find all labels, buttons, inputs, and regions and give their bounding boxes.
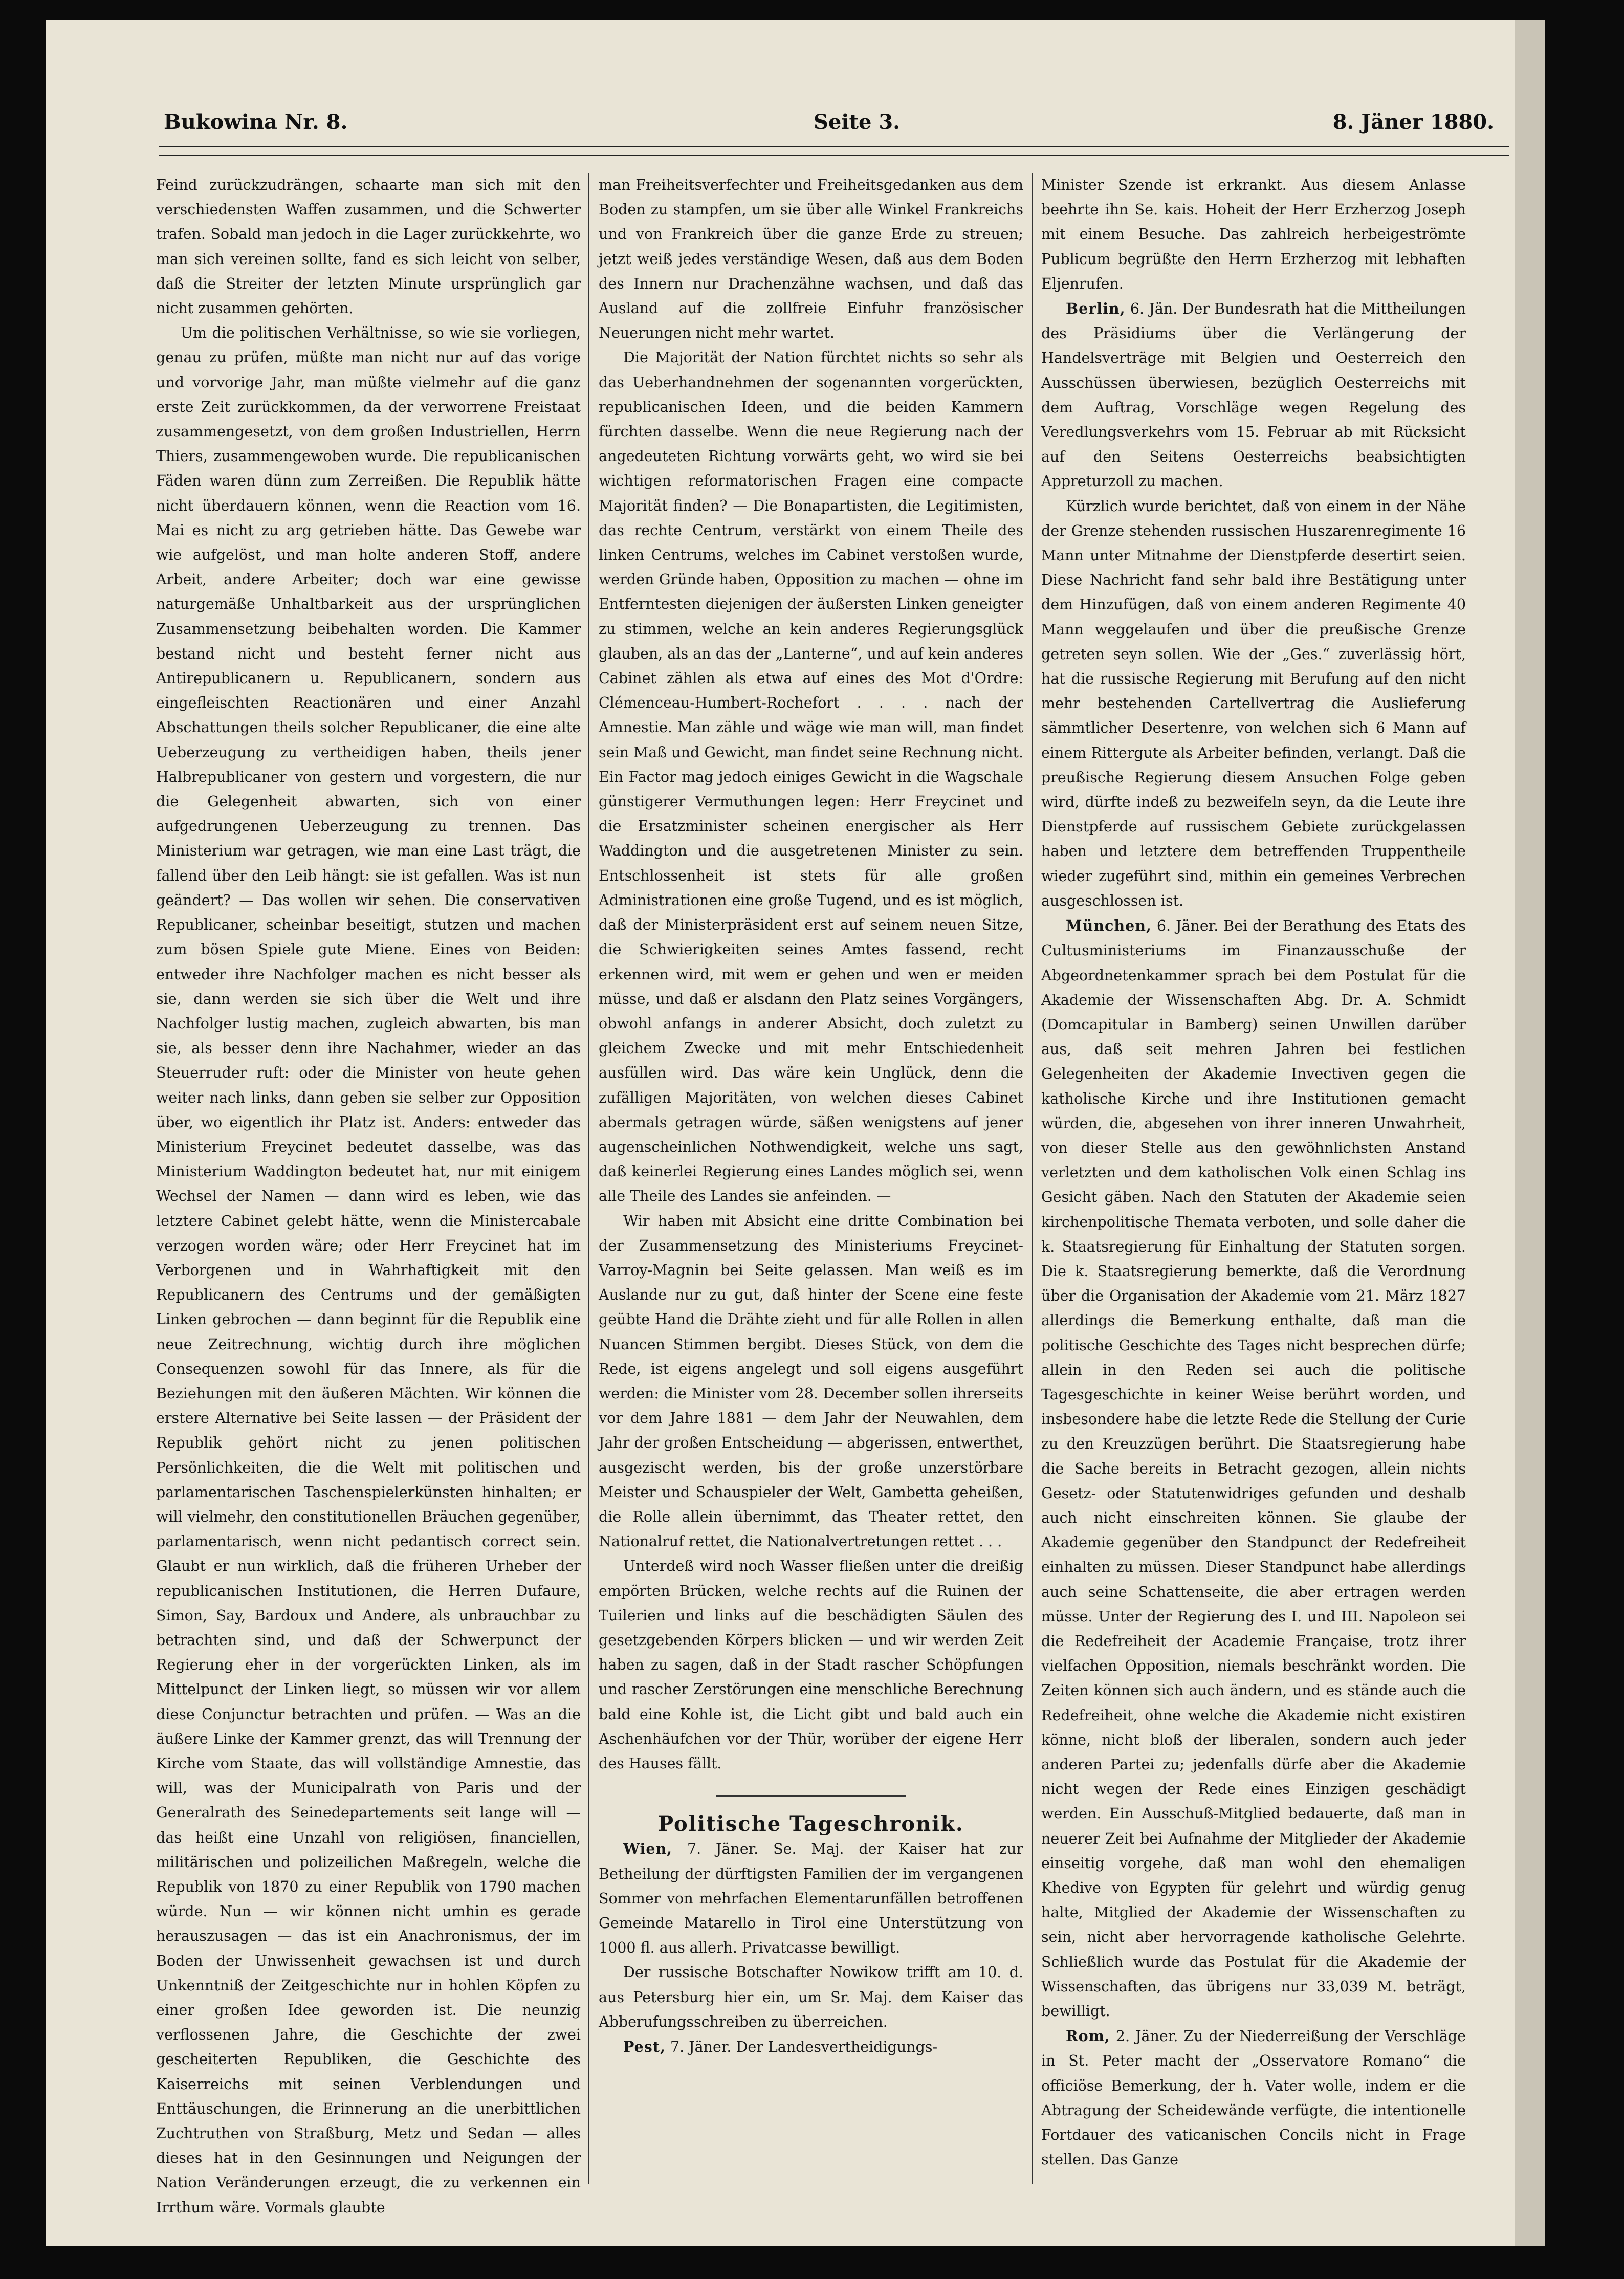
- header-issue: Bukowina Nr. 8.: [164, 110, 348, 134]
- news-item-pest: [599, 2034, 1023, 2059]
- header-rule-bottom: [159, 155, 1509, 156]
- column-3: [1041, 173, 1466, 2194]
- column-divider-2: [1032, 173, 1033, 2184]
- section-divider: [599, 1786, 1023, 1807]
- news-text: 7. Jäner. Se. Maj. der Kaiser hat zur Betheilung der dürftigsten Familien der im vergangenen Sommer von mehrfachen Elementarunfällen betroffenen Gemeinde Matarello in Tirol eine Unterstützung von 1000 fl. aus allerh. Privatcasse bewilligt.: [599, 1840, 1024, 1957]
- news-item-nowikow: [599, 1960, 1023, 2034]
- news-item-deserters: [1041, 494, 1466, 913]
- news-text: 6. Jäner. Bei der Berathung des Etats des Cultusministeriums im Finanzausschuße der Abgeordnetenkammer sprach bei dem Postulat für die Akademie der Wissenschaften Abg. Dr. A. Schmidt (Domcapitular in Bamberg) seinen Unwillen darüber aus, daß seit mehren Jahren bei festlichen Gelegenheiten der Akademie Invectiven gegen die katholische Kirche und ihre Institutionen gemacht würden, die, abgesehen von ihrer inneren Unwahrheit, von dieser Stelle aus den gewöhnlichsten Anstand verletzten und dem katholischen Volk einen Schlag ins Gesicht gäben. Nach den Statuten der Akademie seien kirchenpolitische Themata verboten, und solle daher die k. Staatsregierung für Einhaltung der Statuten sorgen. Die k. Staatsregierung bemerkte, daß die Verordnung über die Organisation der Akademie vom 21. März 1827 allerdings die Bemerkung enthalte, daß man die politische Geschichte des Tages nicht besprechen dürfe; allein in den Reden sei auch die politische Tagesgeschichte in keiner Weise berührt worden, und insbesondere habe die letzte Rede die Stellung der Curie zu den Kreuzzügen berührt. Die Staatsregierung habe die Sache bereits in Betracht gezogen, allein nichts Gesetz- oder Statutenwidriges gefunden und deshalb auch nicht einschreiten können. Sie glaube der Akademie gegenüber den Standpunct der Redefreiheit einhalten zu müssen. Dieser Standpunct habe allerdings auch seine Schattenseite, die aber ertragen werden müsse. Unter der Regierung des I. und III. Napoleon sei die Redefreiheit der Academie Française, trotz ihrer vielfachen Opposition, niemals beschränkt worden. Die Zeiten können sich auch ändern, und es stände auch die Redefreiheit, ohne welche die Akademie nicht existiren könne, nicht bloß der liberalen, sondern auch jeder anderen Partei zu; jedenfalls dürfe aber die Akademie nicht wegen der Rede eines Einzigen geschädigt werden. Ein Ausschuß-Mitglied bedauerte, daß man in neuerer Zeit bei Aufnahme der Mitglieder der Akademie einseitig vorgehe, daß man wohl den ehemaligen Khedive von Egypten für gelehrt und würdig genug halte, Mitglied der Akademie der Wissenschaften zu sein, nicht aber hervorragende katholische Gelehrte. Schließlich wurde das Postulat für die Akademie der Wissenschaften, das übrigens nur 33,039 M. beträgt, bewilligt.: [1041, 917, 1466, 2020]
- column-1: [156, 173, 581, 2216]
- col1-paragraph-1: Feind zurückzudrängen, schaarte man sich mit den verschiedensten Waffen zusammen, und die Schwerter trafen. Sobald man jedoch in die Lager zurückkehrte, wo man sich vereinen sollte, fand es sich leicht von selber, daß die Streiter der letzten Minute ursprünglich gar nicht zusammen gehörten.: [156, 177, 581, 317]
- news-text: Kürzlich wurde berichtet, daß von einem in der Nähe der Grenze stehenden russischen Huszarenregimente 16 Mann unter Mitnahme der Dienstpferde desertirt seien. Diese Nachricht fand sehr bald ihre Bestätigung unter dem Hinzufügen, daß von einem anderen Regimente 40 Mann weggelaufen und über die preußische Grenze getreten seyn sollen. Wie der „Ges.“ zuverlässig hört, hat die russische Regierung mit Berufung auf den nicht mehr bestehenden Cartellvertrag die Auslieferung sämmtlicher Desertenre, von welchen sich 6 Mann auf einem Rittergute als Arbeiter befinden, verlangt. Daß die preußische Regierung diesem Ansuchen Folge geben wird, dürfte indeß zu bezweifeln seyn, da die Leute ihre Dienstpferde auf russischem Gebiete zurückgelassen haben und letztere dem betreffenden Truppentheile wieder zugeführt sind, mithin ein gemeines Verbrechen ausgeschlossen ist.: [1041, 497, 1466, 909]
- col1-paragraph-2: Um die politischen Verhältnisse, so wie sie vorliegen, genau zu prüfen, müßte man nicht nur auf das vorige und vorvorige Jahr, man müßte vielmehr auf die ganz erste Zeit zurückkommen, da der verworrene Freistaat zusammengesetzt, von dem großen Industriellen, Herrn Thiers, zusammengewoben wurde. Die republicanischen Fäden waren dünn zum Zerreißen. Die Republik hätte nicht überdauern können, wenn die Reaction vom 16. Mai es nicht zu arg getrieben hätte. Das Gewebe war wie aufgelöst, und man holte anderen Stoff, andere Arbeit, andere Arbeiter; doch war eine gewisse naturgemäße Unhaltbarkeit aus der ursprünglichen Zusammensetzung beibehalten worden. Die Kammer bestand nicht und besteht ferner nicht aus Antirepublicanern u. Republicanern, sondern aus eingefleischten Reactionären und einer Anzahl Abschattungen theils solcher Republicaner, die eine alte Ueberzeugung zu vertheidigen haben, theils jener Halbrepublicaner von gestern und vorgestern, die nur die Gelegenheit abwarten, sich von einer aufgedrungenen Ueberzeugung zu trennen. Das Ministerium war getragen, wie man eine Last trägt, die fallend über den Leib hängt: sie ist gefallen. Was ist nun geändert? — Das wollen wir sehen. Die conservativen Republicaner, scheinbar beseitigt, stutzen und machen zum bösen Spiele gute Miene. Eines von Beiden: entweder ihre Nachfolger machen es nicht besser als sie, dann werden sie sich über die Welt und ihre Nachfolger lustig machen, zugleich abwarten, bis man sie, als besser denn ihre Nachahmer, wieder an das Steuerruder ruft: oder die Minister von heute gehen weiter nach links, dann geben sie selber zur Opposition über, wo eigentlich ihr Platz ist. Anders: entweder das Ministerium Freycinet bedeutet dasselbe, was das Ministerium Waddington bedeutet hat, nur mit einigem Wechsel der Namen — dann wird es leben, wie das letztere Cabinet gelebt hätte, wenn die Ministercabale verzogen worden wäre; oder Herr Freycinet hat im Verborgenen und in Wahrhaftigkeit mit den Republicanern des Centrums und der gemäßigten Linken gebrochen — dann beginnt für die Republik eine neue Zeitrechnung, wichtig durch ihre möglichen Consequenzen sowohl für das Innere, als für die Beziehungen mit den äußeren Mächten. Wir können die erstere Alternative bei Seite lassen — der Präsident der Republik gehört nicht zu jenen politischen Persönlichkeiten, die die Welt mit politischen und parlamentarischen Taschenspielerkünsten hinhalten; er will vielmehr, den constitutionellen Bräuchen gegenüber, parlamentarisch, wenn nicht pedantisch correct sein. Glaubt er nun wirklich, daß die früheren Urheber der republicanischen Institutionen, die Herren Dufaure, Simon, Say, Bardoux und Andere, als unbrauchbar zu betrachten sind, und daß der Schwerpunct der Regierung eher in der vorgerückten Linken, als im Mittelpunct der Linken liegt, so müssen wir vor allem diese Conjunctur betrachten und prüfen. — Was an die äußere Linke der Kammer grenzt, das will Trennung der Kirche vom Staate, das will vollständige Amnestie, das will, was der Municipalrath von Paris und der Generalrath des Seinedepartements seit lange will — das heißt eine Unzahl von religiösen, financiellen, militärischen und polizeilichen Maßregeln, welche die Republik von 1870 zu einer Republik von 1790 machen würde. Nun — wir können nicht umhin es gerade herauszusagen — das ist ein Anachronismus, der im Boden der Unwissenheit gewachsen ist und durch Unkenntniß der Zeitgeschichte nur in hohlen Köpfen zu einer großen Idee geworden ist. Die neunzig verflossenen Jahre, die Geschichte der zwei gescheiterten Republiken, die Geschichte des Kaiserreichs mit seinen Verblendungen und Enttäuschungen, die Erinnerung an die unerbittlichen Zuchtruthen von Straßburg, Metz und Sedan — alles dieses hat in den Gesinnungen und Neigungen der Nation Veränderungen erzeugt, die zu verkennen ein Irrthum wäre. Vormals glaubte: [156, 324, 581, 2216]
- news-text: Der russische Botschafter Nowikow trifft am 10. d. aus Petersburg hier ein, um Sr. Maj. dem Kaiser das Abberufungsschreiben zu überreichen.: [599, 1964, 1023, 2030]
- news-place: Wien,: [623, 1840, 673, 1858]
- header-date: 8. Jäner 1880.: [1332, 110, 1494, 134]
- col2-paragraph-1: man Freiheitsverfechter und Freiheitsgedanken aus dem Boden zu stampfen, um sie über alle Winkel Frankreichs und von Frankreich über die ganze Erde zu streuen; jetzt weiß jedes verständige Wesen, daß aus dem Boden des Innern nur Drachenzähne wachsen, und daß das Ausland auf die zollfreie Einfuhr französischer Neuerungen nicht mehr wartet.: [599, 177, 1023, 342]
- header-rule-top: [159, 146, 1509, 147]
- news-text: 7. Jäner. Der Landesvertheidigungs-: [670, 2039, 938, 2056]
- news-text: 6. Jän. Der Bundesrath hat die Mittheilungen des Präsidiums über die Verlängerung der Handelsverträge mit Belgien und Oesterreich den Ausschüssen überwiesen, bezüglich Oesterreichs mit dem Auftrag, Vorschläge wegen Regelung des Veredlungsverkehrs vom 15. Februar ab mit Rücksicht auf den Seitens Oesterreichs beabsichtigten Appreturzoll zu machen.: [1041, 300, 1466, 490]
- col2-paragraph-4: Unterdeß wird noch Wasser fließen unter die dreißig empörten Brücken, welche rechts auf die Ruinen der Tuilerien und links auf die beschädigten Säulen des gesetzgebenden Körpers blicken — und wir werden Zeit haben zu sagen, daß in der Stadt rascher Schöpfungen und rascher Zerstörungen eine menschliche Berechnung bald eine Kohle ist, die Licht gibt und bald auch ein Aschenhäufchen vor der Thür, worüber der eigene Herr des Hauses fällt.: [599, 1558, 1023, 1772]
- news-item-wien: [599, 1836, 1023, 1960]
- col2-paragraph-3: Wir haben mit Absicht eine dritte Combination bei der Zusammensetzung des Ministeriums Freycinet-Varroy-Magnin bei Seite gelassen. Man weiß es im Auslande nur zu gut, daß hinter der Scene eine feste geübte Hand die Drähte zieht und für alle Rollen in allen Nuancen Stimmen bergibt. Dieses Stück, von dem die Rede, ist eigens angelegt und soll eigens ausgeführt werden: die Minister vom 28. December sollen ihrerseits vor dem Jahre 1881 — dem Jahr der Neuwahlen, dem Jahr der großen Entscheidung — abgerissen, entwerthet, ausgezischt werden, bis der große unzerstörbare Meister und Schauspieler der Welt, Gambetta geheißen, die Rolle allein übernimmt, das Theater rettet, den Nationalruf rettet, die Nationalvertretungen rettet . . .: [599, 1212, 1023, 1550]
- newspaper-page: [46, 20, 1545, 2246]
- news-place: Rom,: [1066, 2027, 1110, 2045]
- news-place: Pest,: [623, 2038, 666, 2056]
- news-item-rom: [1041, 2024, 1466, 2172]
- news-text: Minister Szende ist erkrankt. Aus diesem Anlasse beehrte ihn Se. kais. Hoheit der Herr Erzherzog Joseph mit einem Besuche. Das zahlreich herbeigeströmte Publicum begrüßte den Herrn Erzherzog mit lebhaften Eljenrufen.: [1041, 177, 1466, 292]
- news-item-berlin: [1041, 296, 1466, 494]
- section-title: Politische Tageschronik.: [658, 1812, 964, 1836]
- news-item-muenchen: [1041, 913, 1466, 2024]
- header-page-number: Seite 3.: [814, 110, 901, 134]
- column-2: [599, 173, 1023, 2194]
- news-place: Berlin,: [1066, 300, 1126, 318]
- news-place: München,: [1066, 917, 1152, 935]
- page-edge-shadow: [1515, 20, 1545, 2246]
- news-text: 2. Jäner. Zu der Niederreißung der Verschläge in St. Peter macht der „Osservatore Romano“ die officiöse Bemerkung, der h. Vater wolle, indem er die Abtragung der Scheidewände verfügte, die intentionelle Fortdauer des vaticanischen Concils nicht in Frage stellen. Das Ganze: [1041, 2028, 1466, 2168]
- page-header: [164, 110, 1494, 146]
- news-item-szende: [1041, 173, 1466, 296]
- col2-paragraph-2: Die Majorität der Nation fürchtet nichts so sehr als das Ueberhandnehmen der sogenannten vorgerückten, republicanischen Ideen, und die beiden Kammern fürchten dasselbe. Wenn die neue Regierung nach der angedeuteten Richtung vorwärts geht, wo wird sie bei wichtigen reformatorischen Fragen eine compacte Majorität finden? — Die Bonapartisten, die Legitimisten, das rechte Centrum, verstärkt von einem Theile des linken Centrums, welches im Cabinet verstoßen wurde, werden Gründe haben, Opposition zu machen — ohne im Entferntesten diejenigen der äußersten Linken geneigter zu stimmen, welche an kein anderes Regierungsglück glauben, als an das der „Lanterne“, und auf kein anderes Cabinet zählen als etwa auf eines des Mot d'Ordre: Clémenceau-Humbert-Rochefort . . . . nach der Amnestie. Man zähle und wäge wie man will, man findet sein Maß und Gewicht, man findet seine Rechnung nicht. Ein Factor mag jedoch einiges Gewicht in die Wagschale günstigerer Vermuthungen legen: Herr Freycinet und die Ersatzminister scheinen energischer als Herr Waddington und die ausgetretenen Minister zu sein. Entschlossenheit ist stets für alle großen Administrationen eine große Tugend, und es ist möglich, daß der Ministerpräsident erst auf seinem neuen Sitze, die Schwierigkeiten seines Amtes fassend, recht erkennen wird, mit wem er gehen und wen er meiden müsse, und daß er alsdann den Platz seines Vorgängers, obwohl anfangs in anderer Absicht, doch zuletzt zu gleichem Zwecke und mit mehr Entschiedenheit ausfüllen wird. Das wäre kein Unglück, denn die zufälligen Majoritäten, von welchen dieses Cabinet abermals getragen würde, säßen wenigstens auf jener augenscheinlichen Nothwendigkeit, welche uns sagt, daß keinerlei Regierung eines Landes möglich sei, wenn alle Theile des Landes sie anfeinden. —: [599, 349, 1023, 1205]
- column-divider-1: [588, 173, 589, 2184]
